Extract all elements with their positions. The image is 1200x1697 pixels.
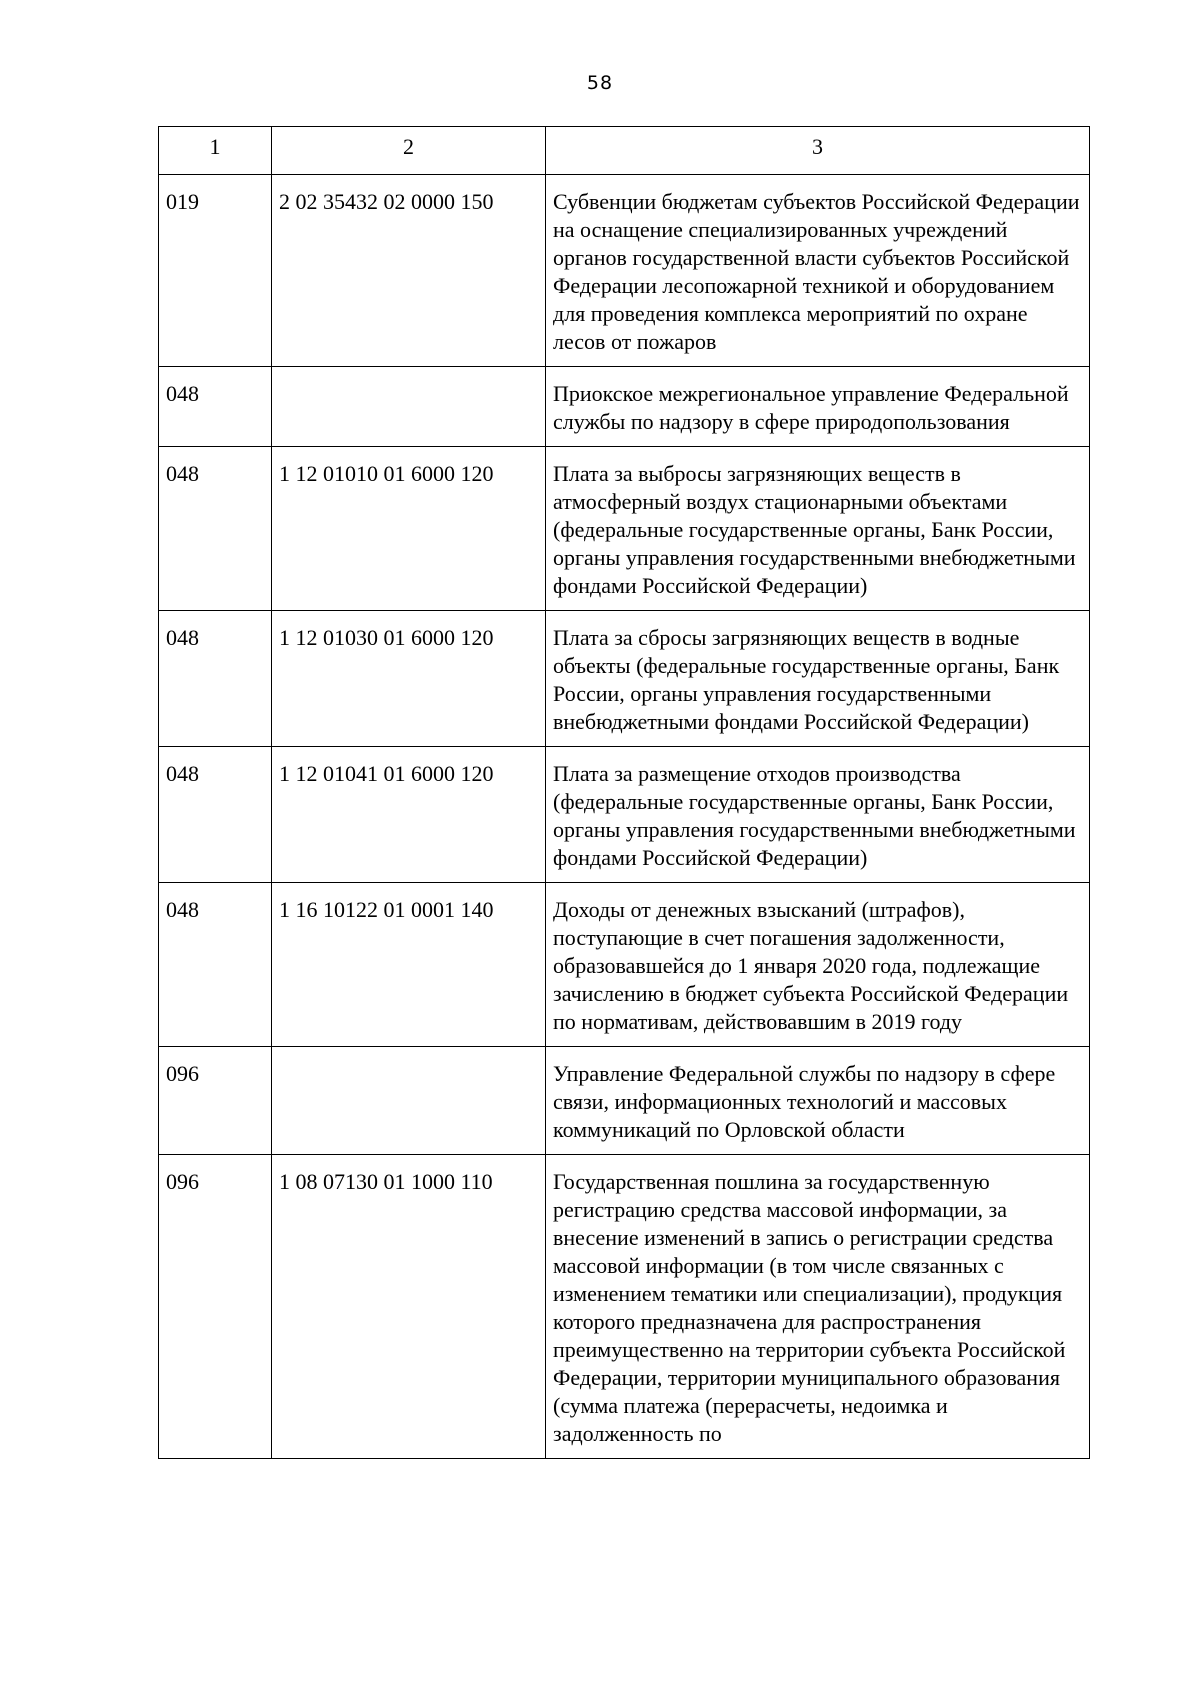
admin-code-cell: 048 <box>159 367 272 447</box>
description-cell: Государственная пошлина за государственную регистрацию средства массовой информации, за внесение изменений в запись о регистрации средства массовой информации (в том числе связанных с изменением тематики или специализации), продукция которого предназначена для распространения преимущественно на территории субъекта Российской Федерации, территории муниципального образования (сумма платежа (перерасчеты, недоимка и задолженность по <box>546 1155 1090 1459</box>
column-header-2: 2 <box>272 127 546 175</box>
table-row <box>159 883 1090 1047</box>
page-number: 58 <box>586 72 614 94</box>
description-cell: Плата за выбросы загрязняющих веществ в атмосферный воздух стационарными объектами (федеральные государственные органы, Банк России, органы управления государственными внебюджетными фондами Российской Федерации) <box>546 447 1090 611</box>
revenue-code-cell <box>272 1047 546 1155</box>
admin-code-cell: 096 <box>159 1155 272 1459</box>
table-row <box>159 611 1090 747</box>
budget-revenue-table <box>158 126 1090 1459</box>
revenue-code-cell: 1 16 10122 01 0001 140 <box>272 883 546 1047</box>
table-row <box>159 1047 1090 1155</box>
revenue-code-cell: 1 12 01030 01 6000 120 <box>272 611 546 747</box>
revenue-code-cell: 1 12 01041 01 6000 120 <box>272 747 546 883</box>
column-header-1: 1 <box>159 127 272 175</box>
admin-code-cell: 048 <box>159 883 272 1047</box>
table-row <box>159 367 1090 447</box>
table-row <box>159 175 1090 367</box>
table-row <box>159 1155 1090 1459</box>
admin-code-cell: 048 <box>159 447 272 611</box>
description-cell: Субвенции бюджетам субъектов Российской Федерации на оснащение специализированных учреждений органов государственной власти субъектов Российской Федерации лесопожарной техникой и оборудованием для проведения комплекса мероприятий по охране лесов от пожаров <box>546 175 1090 367</box>
admin-code-cell: 019 <box>159 175 272 367</box>
description-cell: Плата за сбросы загрязняющих веществ в водные объекты (федеральные государственные органы, Банк России, органы управления государственными внебюджетными фондами Российской Федерации) <box>546 611 1090 747</box>
description-cell: Плата за размещение отходов производства (федеральные государственные органы, Банк России, органы управления государственными внебюджетными фондами Российской Федерации) <box>546 747 1090 883</box>
admin-code-cell: 048 <box>159 611 272 747</box>
column-header-3: 3 <box>546 127 1090 175</box>
revenue-code-cell <box>272 367 546 447</box>
table-header-row <box>159 127 1090 175</box>
description-cell: Управление Федеральной службы по надзору в сфере связи, информационных технологий и массовых коммуникаций по Орловской области <box>546 1047 1090 1155</box>
revenue-code-cell: 2 02 35432 02 0000 150 <box>272 175 546 367</box>
admin-code-cell: 048 <box>159 747 272 883</box>
description-cell: Доходы от денежных взысканий (штрафов), поступающие в счет погашения задолженности, образовавшейся до 1 января 2020 года, подлежащие зачислению в бюджет субъекта Российской Федерации по нормативам, действовавшим в 2019 году <box>546 883 1090 1047</box>
revenue-code-cell: 1 12 01010 01 6000 120 <box>272 447 546 611</box>
table-row <box>159 447 1090 611</box>
admin-code-cell: 096 <box>159 1047 272 1155</box>
table-row <box>159 747 1090 883</box>
revenue-code-cell: 1 08 07130 01 1000 110 <box>272 1155 546 1459</box>
description-cell: Приокское межрегиональное управление Федеральной службы по надзору в сфере природопользования <box>546 367 1090 447</box>
